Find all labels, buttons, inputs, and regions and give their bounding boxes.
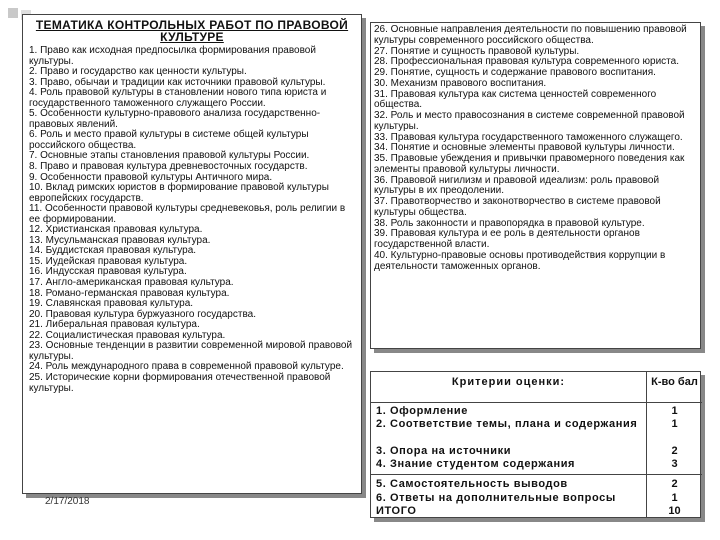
topic-item: 24. Роль международного права в современной правовой культуре. [29, 361, 344, 373]
topic-item: 25. Исторические корни формирования отечественной правовой культуры. [29, 371, 331, 394]
topic-item: 4. Роль правовой культуры в становлении нового типа юриста и государственного таможенного служащего России. [29, 87, 327, 109]
topic-item: 33. Правовая культура государственного таможенного служащего. [374, 131, 683, 143]
table-rule [371, 474, 702, 475]
topic-item: 35. Правовые убеждения и привычки правомерного поведения как элементы правовой культуры личности. [374, 153, 685, 175]
decor-square [8, 8, 18, 18]
topic-item: 19. Славянская правовая культура. [29, 298, 194, 310]
topic-item: 27. Понятие и сущность правовой культуры. [374, 45, 580, 57]
criteria-score: 1 [671, 492, 678, 504]
topic-item: 1. Право как исходная предпосылка формирования правовой культуры. [29, 45, 316, 67]
topic-item: 28. Профессиональная правовая культура современного юриста. [374, 56, 679, 68]
criteria-row: 3. Опора на источники [376, 445, 512, 457]
topics-panel-right [370, 22, 701, 349]
criteria-row: 2. Соответствие темы, плана и содержания [376, 418, 638, 430]
criteria-score: 3 [671, 458, 678, 470]
topic-item: 16. Индусская правовая культура. [29, 266, 187, 278]
topic-item: 37. Правотворчество и законотворчество в системе правовой культуры общества. [374, 196, 661, 218]
criteria-score: 1 [671, 418, 678, 430]
criteria-row: 5. Самостоятельность выводов [376, 478, 568, 490]
topics-title: ТЕМАТИКА КОНТРОЛЬНЫХ РАБОТ ПО ПРАВОВОЙ КУЛЬТУРЕ [35, 18, 349, 44]
topic-item: 31. Правовая культура как система ценностей современного общества. [374, 88, 657, 111]
topic-item: 38. Роль законности и правопорядка в правовой культуре. [374, 217, 645, 229]
slide-date: 2/17/2018 [45, 496, 90, 507]
topics-panel-left [22, 14, 362, 494]
criteria-score: 2 [671, 445, 678, 457]
topic-item: 15. Иудейская правовая культура. [29, 255, 188, 267]
score-header: К-во бал [651, 376, 698, 388]
topic-item: 32. Роль и место правосознания в системе современной правовой культуры. [374, 110, 685, 132]
table-rule [371, 402, 702, 403]
topic-item: 2. Право и государство как ценности культуры. [29, 66, 247, 78]
topic-item: 12. Христианская правовая культура. [29, 224, 203, 236]
topic-item: 14. Буддистская правовая культура. [29, 245, 197, 257]
topic-item: 40. Культурно-правовые основы противодействия коррупции в деятельности таможенных органов. [374, 249, 666, 272]
topic-item: 6. Роль и место правой культуры в системе общей культуры российского общества. [29, 129, 309, 151]
topic-item: 34. Понятие и основные элементы правовой культуры личности. [374, 142, 675, 154]
criteria-score: 1 [671, 405, 678, 417]
topics-list-right [374, 25, 697, 272]
topic-item: 30. Механизм правового воспитания. [374, 77, 547, 89]
topics-list-left [29, 46, 355, 394]
topic-item: 26. Основные направления деятельности по повышению правовой культуры современного российского общества. [374, 24, 687, 46]
topic-item: 11. Особенности правовой культуры средневековья, роль религии в ее формировании. [29, 203, 346, 225]
topic-item: 13. Мусульманская правовая культура. [29, 234, 211, 246]
topic-item: 3. Право, обычаи и традиции как источники правовой культуры. [29, 76, 326, 88]
topic-item: 29. Понятие, сущность и содержание правового воспитания. [374, 67, 656, 78]
topic-item: 39. Правовая культура и ее роль в деятельности органов государственной власти. [374, 228, 640, 250]
topic-item: 22. Социалистическая правовая культура. [29, 329, 226, 341]
topic-item: 23. Основные тенденции в развитии современной мировой правовой культуры. [29, 340, 353, 362]
criteria-total-label: ИТОГО [376, 505, 417, 517]
criteria-table [370, 371, 701, 518]
topic-item: 5. Особенности культурно-правового анализа государственно-правовых явлений. [29, 108, 321, 130]
criteria-total-score: 10 [668, 505, 681, 517]
topic-item: 8. Право и правовая культура древневосточных государств. [29, 161, 308, 173]
topic-item: 7. Основные этапы становления правовой культуры России. [29, 150, 310, 162]
criteria-row: 6. Ответы на дополнительные вопросы [376, 492, 616, 504]
topic-item: 21. Либеральная правовая культура. [29, 319, 200, 331]
criteria-score: 2 [671, 478, 678, 490]
topic-item: 36. Правовой нигилизм и правовой идеализм: роль правовой культуры в их преодолении. [374, 174, 660, 197]
criteria-header: Критерии оценки: [451, 376, 566, 388]
topic-item: 10. Вклад римских юристов в формирование правовой культуры европейских государств. [29, 182, 329, 204]
topic-item: 18. Романо-германская правовая культура. [29, 287, 230, 299]
criteria-row: 1. Оформление [376, 405, 468, 417]
topic-item: 20. Правовая культура буржуазного государства. [29, 308, 256, 320]
criteria-row: 4. Знание студентом содержания [376, 458, 576, 470]
topic-item: 17. Англо-американская правовая культура. [29, 277, 234, 289]
topic-item: 9. Особенности правовой культуры Античного мира. [29, 171, 273, 183]
